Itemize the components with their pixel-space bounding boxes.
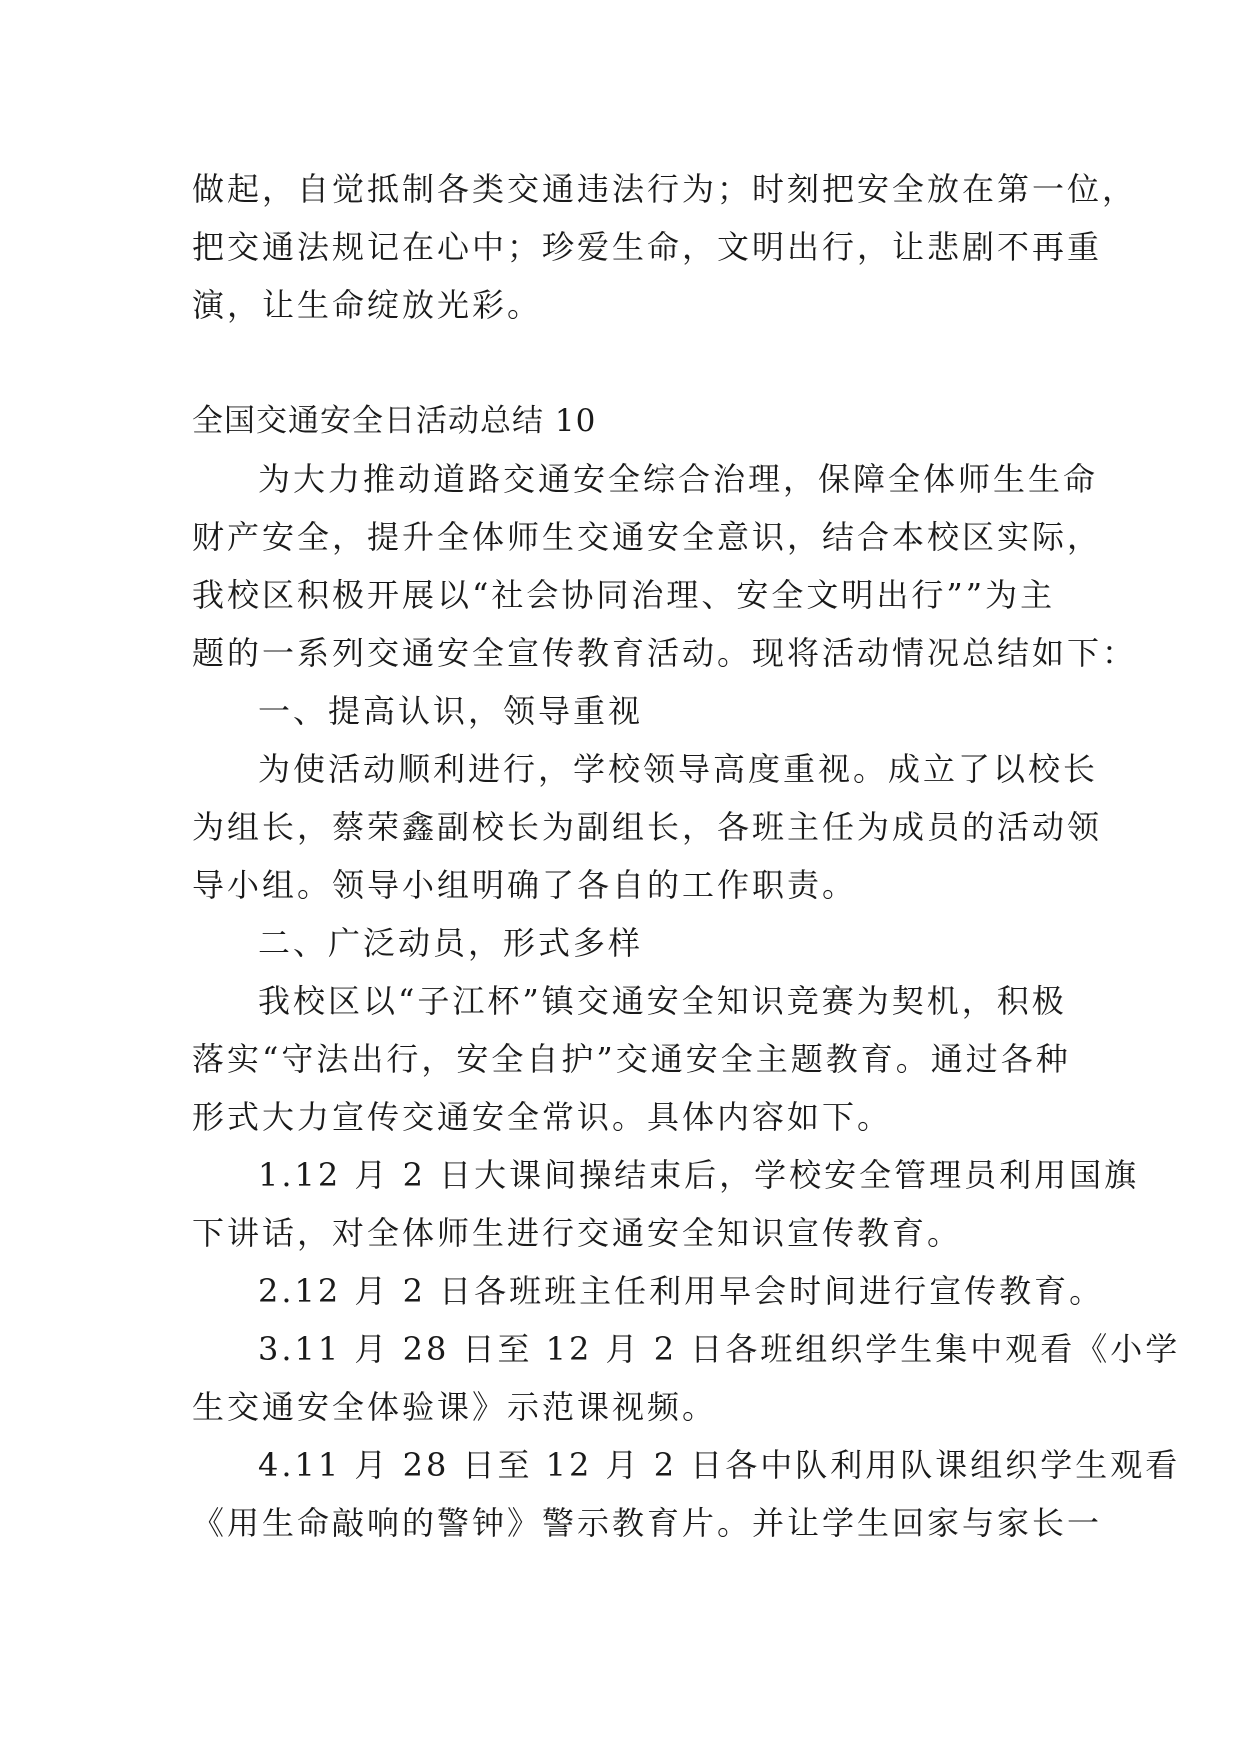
body-text-line: 为使活动顺利进行，学校领导高度重视。成立了以校长 (258, 750, 1099, 788)
list-item-line: 生交通安全体验课》示范课视频。 (192, 1388, 718, 1426)
body-text-line: 形式大力宣传交通安全常识。具体内容如下。 (192, 1098, 893, 1136)
body-text-line: 题的一系列交通安全宣传教育活动。现将活动情况总结如下： (192, 634, 1138, 672)
document-body (192, 160, 1181, 1552)
list-item-line: 《用生命敲响的警钟》警示教育片。并让学生回家与家长一 (192, 1504, 1103, 1542)
body-text-line: 导小组。领导小组明确了各自的工作职责。 (192, 866, 858, 904)
body-text-line: 我校区以“子江杯”镇交通安全知识竞赛为契机，积极 (258, 982, 1067, 1020)
body-text-line: 我校区积极开展以“社会协同治理、安全文明出行””为主 (192, 576, 1056, 614)
body-text-line: 财产安全，提升全体师生交通安全意识，结合本校区实际， (192, 518, 1103, 556)
body-text-line: 演，让生命绽放光彩。 (192, 286, 543, 324)
body-text-line: 为组长，蔡荣鑫副校长为副组长，各班主任为成员的活动领 (192, 808, 1103, 846)
subheading: 一、提高认识，领导重视 (258, 692, 644, 730)
subheading: 二、广泛动员，形式多样 (258, 924, 644, 962)
list-item-line: 下讲话，对全体师生进行交通安全知识宣传教育。 (192, 1214, 963, 1252)
list-item-line: 4.11 月 28 日至 12 月 2 日各中队利用队课组织学生观看 (258, 1446, 1181, 1484)
list-item-line: 3.11 月 28 日至 12 月 2 日各班组织学生集中观看《小学 (258, 1330, 1181, 1368)
body-text-line: 为大力推动道路交通安全综合治理，保障全体师生生命 (258, 460, 1099, 498)
list-item-line: 2.12 月 2 日各班班主任利用早会时间进行宣传教育。 (258, 1272, 1105, 1310)
body-text-line: 做起，自觉抵制各类交通违法行为；时刻把安全放在第一位， (192, 170, 1138, 208)
body-text-line: 把交通法规记在心中；珍爱生命，文明出行，让悲剧不再重 (192, 228, 1103, 266)
list-item-line: 1.12 月 2 日大课间操结束后，学校安全管理员利用国旗 (258, 1156, 1140, 1194)
body-text-line: 落实“守法出行，安全自护”交通安全主题教育。通过各种 (192, 1040, 1071, 1078)
section-title: 全国交通安全日活动总结 10 (192, 403, 597, 439)
